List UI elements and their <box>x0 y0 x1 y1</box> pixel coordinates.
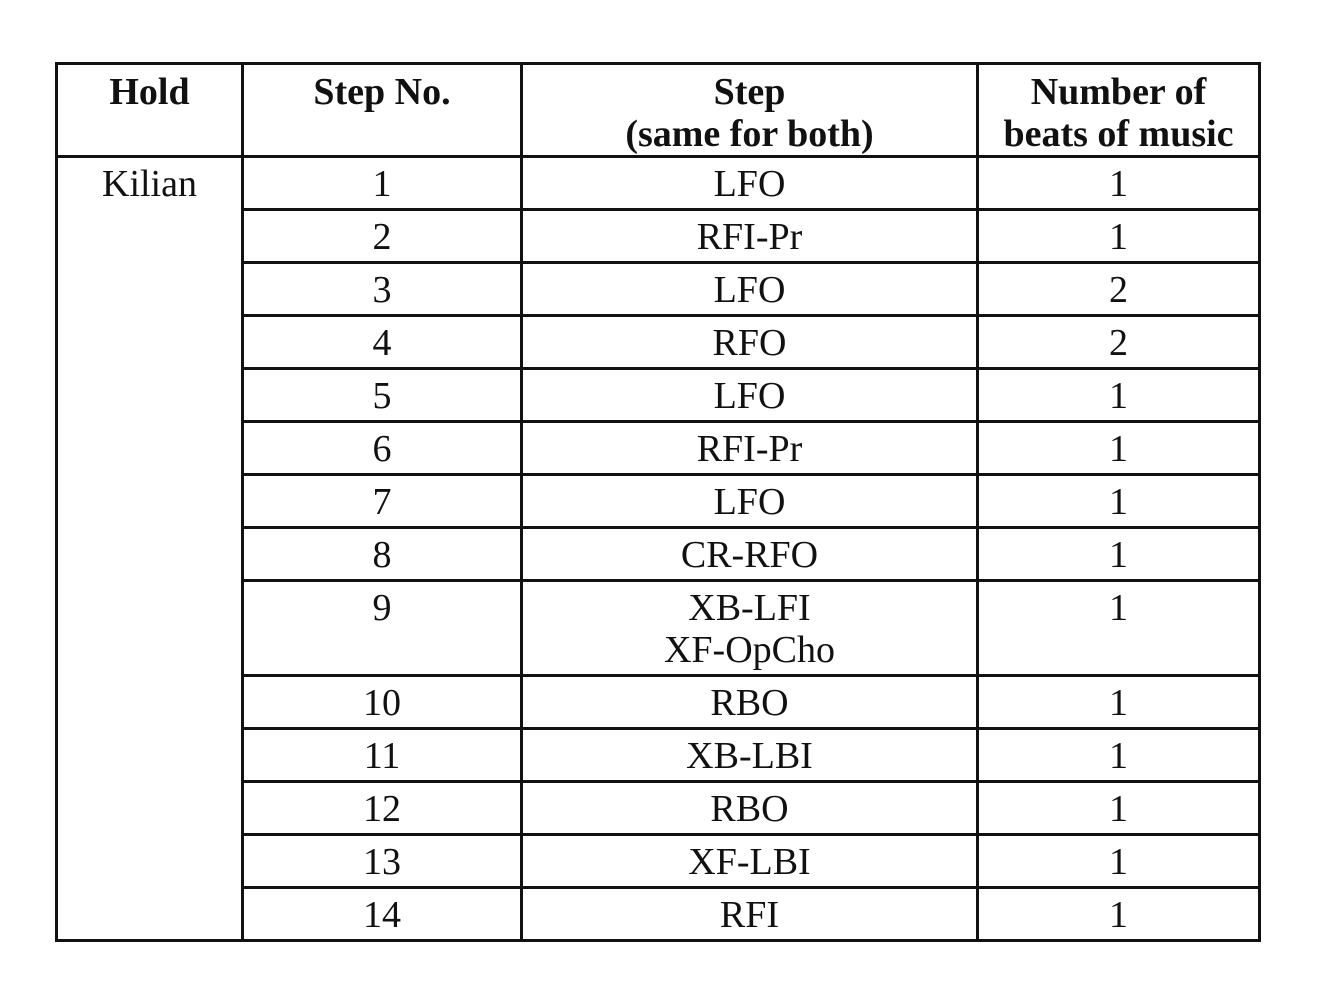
step-cell <box>522 676 978 729</box>
step-number-cell: 6 <box>243 422 522 475</box>
step-number-cell: 3 <box>243 263 522 316</box>
step-number-cell: 9 <box>243 581 522 676</box>
step-line1: RFI-Pr <box>696 428 803 470</box>
step-cell <box>522 581 978 676</box>
step-line1: LFO <box>713 375 786 417</box>
beats-cell: 1 <box>978 475 1260 528</box>
step-number-cell: 8 <box>243 528 522 581</box>
step-cell <box>522 263 978 316</box>
step-number-cell: 5 <box>243 369 522 422</box>
step-line1: RBO <box>710 682 789 724</box>
header-step <box>522 64 978 157</box>
step-number-cell: 12 <box>243 782 522 835</box>
header-beats-line2: beats of music <box>1003 113 1234 155</box>
beats-cell: 1 <box>978 729 1260 782</box>
step-cell <box>522 888 978 941</box>
step-line1: XB-LBI <box>686 735 813 777</box>
beats-cell: 1 <box>978 157 1260 210</box>
table-header-row <box>57 64 1260 157</box>
step-line1: LFO <box>713 481 786 523</box>
step-line1: XF-LBI <box>688 841 811 883</box>
step-line2: XF-OpCho <box>663 629 836 671</box>
step-number-cell: 7 <box>243 475 522 528</box>
step-line1: RBO <box>710 788 789 830</box>
beats-cell: 1 <box>978 210 1260 263</box>
header-beats-line1: Number of <box>1030 71 1207 113</box>
step-number-cell: 11 <box>243 729 522 782</box>
step-line1: RFI <box>719 894 780 936</box>
table-row <box>57 157 1260 210</box>
beats-cell: 1 <box>978 422 1260 475</box>
beats-cell: 2 <box>978 316 1260 369</box>
step-line1: LFO <box>713 163 786 205</box>
beats-cell: 1 <box>978 888 1260 941</box>
step-line1: CR-RFO <box>680 534 819 576</box>
step-cell <box>522 528 978 581</box>
steps-table-container <box>55 62 1258 942</box>
step-cell <box>522 782 978 835</box>
step-number-cell: 10 <box>243 676 522 729</box>
beats-cell: 1 <box>978 782 1260 835</box>
step-number-cell: 2 <box>243 210 522 263</box>
beats-cell: 2 <box>978 263 1260 316</box>
step-line1: RFI-Pr <box>696 216 803 258</box>
step-cell <box>522 210 978 263</box>
step-cell <box>522 422 978 475</box>
beats-cell: 1 <box>978 369 1260 422</box>
header-step-line2: (same for both) <box>625 113 874 155</box>
step-number-cell: 1 <box>243 157 522 210</box>
step-number-cell: 13 <box>243 835 522 888</box>
hold-cell: Kilian <box>57 157 243 941</box>
step-number-cell: 4 <box>243 316 522 369</box>
beats-cell: 1 <box>978 835 1260 888</box>
header-hold: Hold <box>57 64 243 157</box>
step-cell <box>522 369 978 422</box>
step-cell <box>522 157 978 210</box>
step-line1: XB-LFI <box>688 587 811 629</box>
step-number-cell: 14 <box>243 888 522 941</box>
header-step-no: Step No. <box>243 64 522 157</box>
step-cell <box>522 475 978 528</box>
header-step-line1: Step <box>713 71 786 113</box>
beats-cell: 1 <box>978 528 1260 581</box>
beats-cell: 1 <box>978 581 1260 676</box>
step-line1: RFO <box>712 322 787 364</box>
beats-cell: 1 <box>978 676 1260 729</box>
header-beats <box>978 64 1260 157</box>
step-cell <box>522 316 978 369</box>
step-cell <box>522 729 978 782</box>
table-body <box>57 157 1260 941</box>
step-cell <box>522 835 978 888</box>
steps-table <box>55 62 1261 942</box>
step-line1: LFO <box>713 269 786 311</box>
